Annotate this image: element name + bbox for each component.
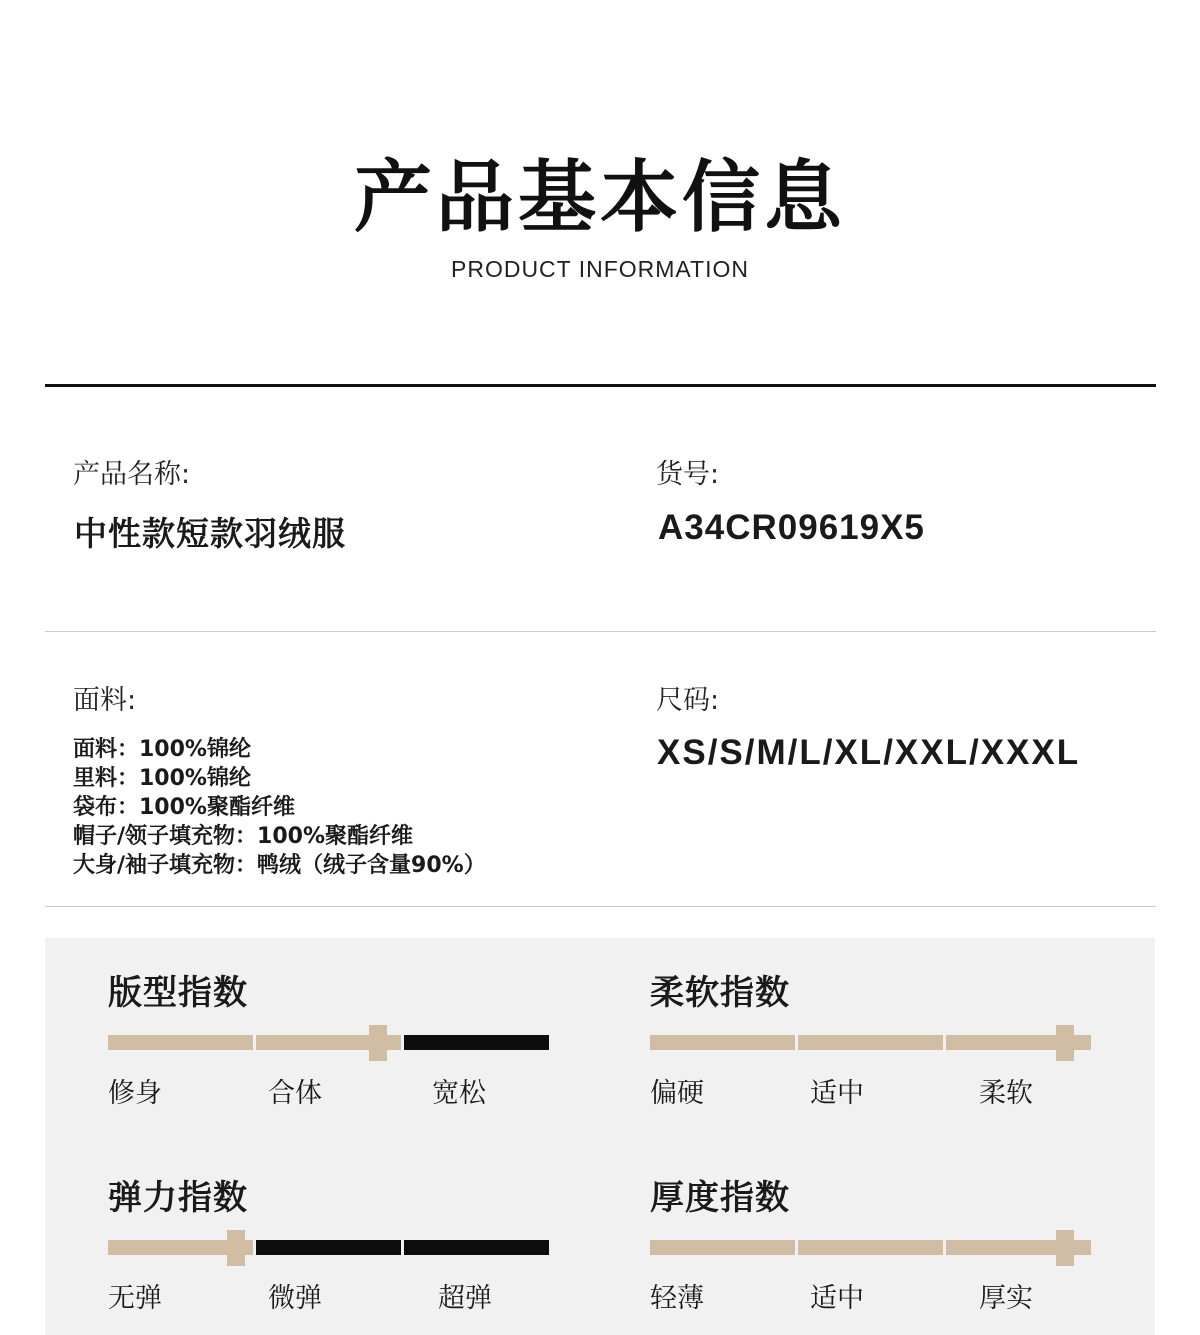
scale-label-high: 超弹 [438,1283,492,1314]
product-name-value: 中性款短款羽绒服 [74,514,346,553]
scale-label-low: 轻薄 [650,1283,704,1314]
index-bar [108,1230,550,1266]
index-marker [1056,1230,1074,1266]
fabric-line: 面料：100%锦纶 [73,737,251,762]
index-segment [404,1240,549,1255]
fabric-line: 里料：100%锦纶 [73,766,251,791]
index-marker [227,1230,245,1266]
index-segment [650,1240,795,1255]
size-list: XS/S/M/L/XL/XXL/XXXL [657,733,1081,772]
scale-label-low: 修身 [108,1078,162,1109]
elasticity-index [108,1170,550,1320]
index-title: 弹力指数 [108,1178,248,1218]
size-label: 尺码: [656,685,720,716]
scale-label-high: 宽松 [432,1078,486,1109]
scale-label-mid: 适中 [810,1283,864,1314]
fabric-composition [73,735,486,880]
scale-label-high: 厚实 [979,1283,1033,1314]
index-bar [108,1025,550,1061]
index-segment [404,1035,549,1050]
index-title: 版型指数 [108,973,248,1013]
index-segment [108,1035,253,1050]
page-title: 产品基本信息 [353,153,846,243]
fit-index [108,965,550,1115]
index-marker [1056,1025,1074,1061]
scale-label-low: 无弹 [108,1283,162,1314]
header-divider [45,384,1156,387]
fabric-line: 大身/袖子填充物：鸭绒（绒子含量90%） [73,853,486,878]
page-subtitle: PRODUCT INFORMATION [451,256,749,282]
scale-label-mid: 合体 [268,1078,322,1109]
sku-value: A34CR09619X5 [658,508,925,547]
scale-label-mid: 适中 [810,1078,864,1109]
index-segment [650,1035,795,1050]
index-title: 厚度指数 [650,1178,790,1218]
fabric-line: 帽子/领子填充物：100%聚酯纤维 [73,824,414,849]
index-title: 柔软指数 [650,973,790,1013]
product-name-label: 产品名称: [73,459,191,490]
fabric-line: 袋布：100%聚酯纤维 [73,795,295,820]
index-marker [369,1025,387,1061]
index-bar [650,1230,1092,1266]
index-bar [650,1025,1092,1061]
section-divider [45,906,1156,907]
index-segment [798,1240,943,1255]
scale-label-high: 柔软 [979,1078,1033,1109]
index-segment [256,1240,401,1255]
scale-label-low: 偏硬 [650,1078,704,1109]
sku-label: 货号: [656,459,720,490]
softness-index [650,965,1092,1115]
scale-label-mid: 微弹 [268,1283,322,1314]
section-divider [45,631,1156,632]
thickness-index [650,1170,1092,1320]
fabric-label: 面料: [73,685,137,716]
index-segment [798,1035,943,1050]
